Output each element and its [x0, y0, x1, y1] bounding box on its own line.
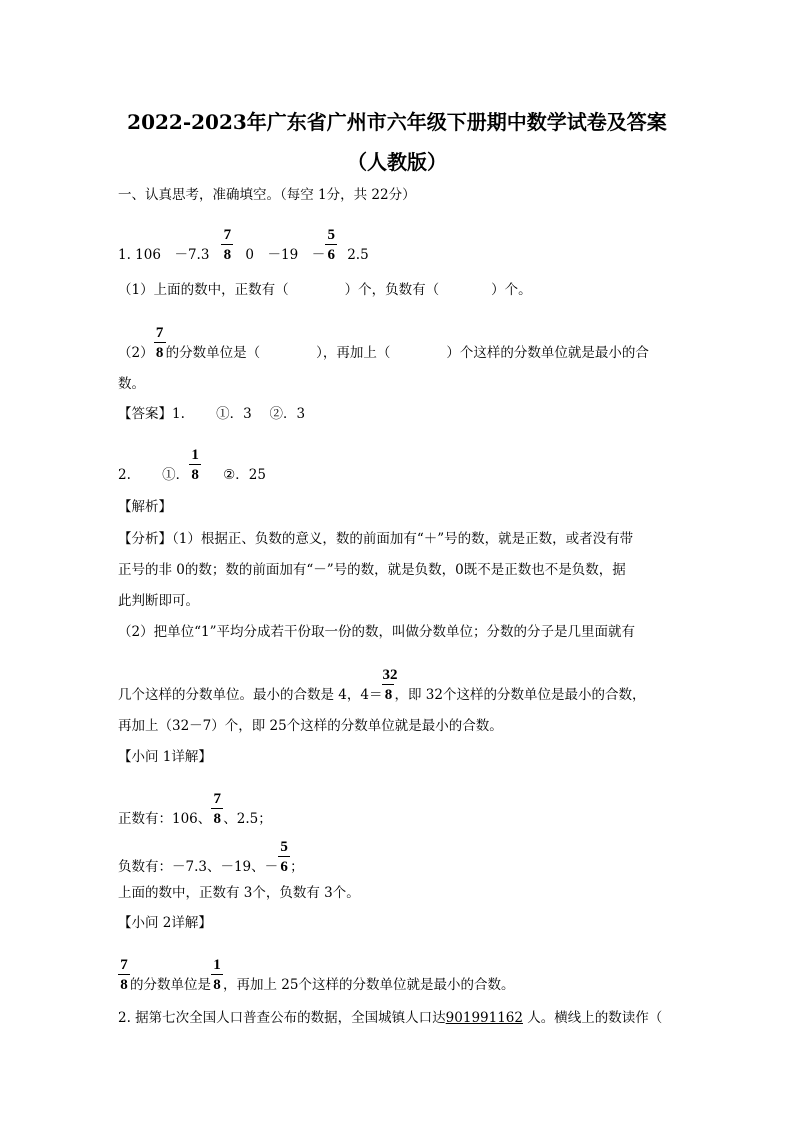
page-subtitle: （人教版） — [347, 150, 447, 174]
text-segment: 8 — [213, 977, 221, 993]
question-1-part-2-cont: 数。 — [118, 376, 145, 392]
fraction — [154, 325, 166, 362]
fraction-numerator: 5 — [325, 226, 337, 245]
text-segment: 的分数单位是 — [130, 977, 211, 993]
fraction — [382, 667, 398, 704]
answer-line-1: 【答案】1. ①．3 ②．3 — [118, 406, 306, 422]
detail-1-conclusion: 上面的数中，正数有 3个，负数有 3个。 — [118, 885, 360, 901]
text-segment: 6 — [280, 859, 288, 875]
underlined-number: 901991162 — [445, 1010, 523, 1026]
analysis-text: 【分析】（1）根据正、负数的意义，数的前面加有“＋”号的数，就是正数，或者没有带 — [118, 531, 634, 547]
text-segment: 2. ①． — [118, 467, 190, 483]
fraction — [278, 839, 290, 876]
question-1-numbers — [118, 227, 369, 264]
analysis-text: 正号的非 0的数；数的前面加有“－”号的数，就是负数，0既不是正数也不是负数，据 — [118, 562, 626, 578]
text-segment: 8 — [213, 811, 222, 827]
text-segment: 1. 106 －7.3 — [118, 247, 210, 263]
text-segment: 2. 据第七次全国人口普查公布的数据，全国城镇人口达 — [118, 1010, 446, 1026]
analysis-text: 再加上（32－7）个，即 25个这样的分数单位就是最小的合数。 — [118, 718, 503, 734]
text-segment: 负数有：－7.3、－19、－ — [118, 859, 279, 875]
text-segment: ）个。 — [491, 282, 532, 298]
section-heading: 一、认真思考，准确填空。（每空 1分，共 22分） — [118, 187, 416, 203]
detail-1-negative — [118, 839, 304, 876]
answer-line-2 — [118, 447, 266, 484]
detail-1-heading: 【小问 1详解】 — [118, 749, 212, 765]
fraction-numerator: 7 — [211, 790, 223, 809]
detail-2-heading: 【小问 2详解】 — [118, 915, 212, 931]
fraction — [325, 227, 337, 264]
fraction — [189, 447, 201, 484]
text-segment: 、2.5； — [223, 811, 272, 827]
text-segment: 的分数单位是（ — [165, 345, 261, 361]
question-1-part-2 — [118, 325, 649, 362]
fraction-numerator: 1 — [211, 956, 223, 975]
text-segment: 8 — [384, 687, 393, 703]
fraction — [211, 957, 223, 994]
page-title: 2022-2023年广东省广州市六年级下册期中数学试卷及答案 — [127, 110, 667, 134]
fraction-numerator: 1 — [189, 446, 201, 465]
fraction-numerator: 7 — [154, 324, 166, 343]
text-segment: （2） — [118, 345, 154, 361]
text-segment: 几个这样的分数单位。最小的合数是 4，4＝ — [118, 687, 383, 703]
text-segment: ）个这样的分数单位就是最小的合 — [446, 345, 649, 361]
fraction-numerator: 7 — [221, 226, 233, 245]
text-segment: 8 — [155, 345, 164, 361]
text-segment: ，即 32个这样的分数单位是最小的合数， — [394, 687, 646, 703]
analysis-text: 此判断即可。 — [118, 593, 199, 609]
question-2 — [118, 1009, 662, 1027]
fraction-numerator: 7 — [118, 956, 130, 975]
text-segment: 6 — [327, 247, 335, 263]
analysis-text: （2）把单位“1”平均分成若干份取一份的数，叫做分数单位；分数的分子是几里面就有 — [118, 624, 635, 640]
analysis-text — [118, 667, 646, 704]
text-segment: ）个，负数有（ — [344, 282, 440, 298]
text-segment: 2.5 — [347, 247, 369, 263]
text-segment: 0 －19 － — [245, 247, 326, 263]
text-segment: 8 — [191, 467, 199, 483]
text-segment: ②．25 — [223, 467, 266, 483]
text-segment: ； — [290, 859, 304, 875]
fraction-numerator: 5 — [278, 838, 290, 857]
detail-2-text — [118, 957, 515, 994]
fraction — [118, 957, 130, 994]
question-1-part-1 — [118, 281, 532, 299]
text-segment: ），再加上（ — [316, 345, 391, 361]
fraction — [211, 791, 223, 828]
text-segment: 8 — [120, 977, 128, 993]
text-segment: （1）上面的数中，正数有（ — [118, 282, 289, 298]
text-segment: ，再加上 25个这样的分数单位就是最小的合数。 — [223, 977, 515, 993]
analysis-heading: 【解析】 — [118, 499, 172, 515]
fraction-numerator: 32 — [382, 667, 398, 683]
detail-1-positive — [118, 791, 272, 828]
fraction — [221, 227, 233, 264]
text-segment: 8 — [223, 247, 232, 263]
text-segment: 人。横线上的数读作（ — [522, 1010, 663, 1026]
text-segment: 正数有：106、 — [118, 811, 212, 827]
